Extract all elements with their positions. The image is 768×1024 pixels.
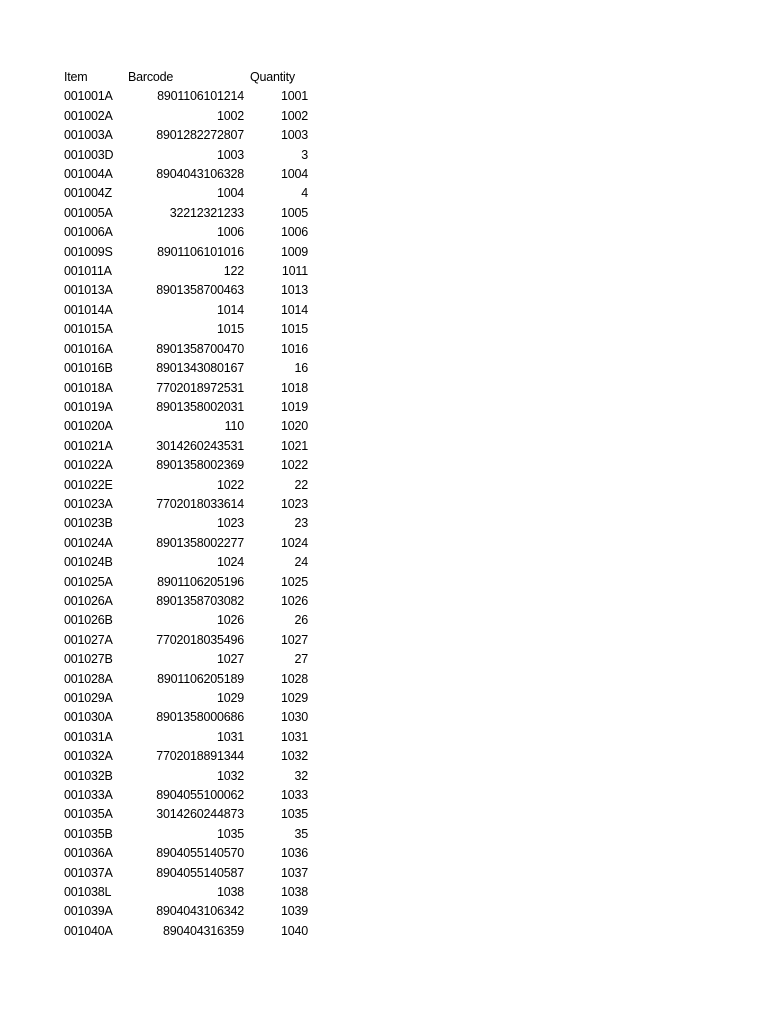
- barcode-cell: 8904055140570: [156, 846, 244, 861]
- item-cell: 001018A: [64, 380, 113, 395]
- quantity-cell: 1027: [280, 632, 308, 647]
- item-cell: 001013A: [64, 283, 113, 298]
- quantity-cell: 1039: [280, 904, 308, 919]
- quantity-cell: 1037: [280, 865, 308, 880]
- quantity-cell: 27: [294, 652, 308, 667]
- table-row: [64, 262, 308, 281]
- item-cell: 001001A: [64, 89, 113, 104]
- quantity-cell: 1033: [280, 788, 308, 803]
- table-row: [64, 456, 308, 475]
- table-row: [64, 223, 308, 242]
- table-row: [64, 708, 308, 727]
- table-row: [64, 281, 308, 300]
- quantity-cell: 1036: [280, 846, 308, 861]
- item-cell: 001022E: [64, 477, 113, 492]
- table-row: [64, 553, 308, 572]
- barcode-cell: 8901106101016: [157, 244, 244, 259]
- barcode-cell: 7702018035496: [156, 632, 244, 647]
- item-cell: 001039A: [64, 904, 113, 919]
- quantity-cell: 1022: [280, 458, 308, 473]
- barcode-cell: 8901106101214: [157, 89, 244, 104]
- quantity-cell: 3: [301, 147, 308, 162]
- barcode-cell: 1024: [216, 555, 244, 570]
- quantity-cell: 1038: [280, 885, 308, 900]
- quantity-cell: 32: [294, 768, 308, 783]
- table-header: [64, 68, 308, 87]
- barcode-cell: 7702018033614: [156, 496, 244, 511]
- quantity-cell: 1032: [280, 749, 308, 764]
- item-cell: 001030A: [64, 710, 113, 725]
- table-row: [64, 902, 308, 921]
- item-cell: 001032B: [64, 768, 113, 783]
- table-row: [64, 514, 308, 533]
- barcode-cell: 1027: [216, 652, 244, 667]
- barcode-cell: 1031: [216, 729, 244, 744]
- table-row: [64, 243, 308, 262]
- quantity-cell: 1015: [280, 322, 308, 337]
- table-row: [64, 359, 308, 378]
- quantity-cell: 4: [301, 186, 308, 201]
- item-cell: 001002A: [64, 108, 113, 123]
- quantity-cell: 1023: [280, 496, 308, 511]
- quantity-cell: 1018: [280, 380, 308, 395]
- quantity-cell: 35: [294, 826, 308, 841]
- column-header-barcode: Barcode: [128, 70, 174, 84]
- barcode-cell: 8901106205189: [157, 671, 244, 686]
- barcode-cell: 1003: [216, 147, 244, 162]
- barcode-cell: 7702018972531: [156, 380, 244, 395]
- quantity-cell: 1019: [280, 399, 308, 414]
- table-row: [64, 184, 308, 203]
- item-cell: 001024A: [64, 535, 113, 550]
- quantity-cell: 1014: [280, 302, 308, 317]
- barcode-cell: 1002: [216, 108, 244, 123]
- quantity-cell: 23: [294, 516, 308, 531]
- item-cell: 001031A: [64, 729, 113, 744]
- barcode-cell: 1023: [216, 516, 244, 531]
- barcode-cell: 8901343080167: [156, 361, 244, 376]
- barcode-cell: 1032: [216, 768, 244, 783]
- item-cell: 001015A: [64, 322, 113, 337]
- inventory-table: [64, 68, 308, 941]
- item-cell: 001005A: [64, 205, 113, 220]
- table-row: [64, 592, 308, 611]
- item-cell: 001028A: [64, 671, 113, 686]
- table-row: [64, 864, 308, 883]
- item-cell: 001020A: [64, 419, 113, 434]
- item-cell: 001029A: [64, 691, 113, 705]
- table-row: [64, 573, 308, 592]
- item-cell: 001016A: [64, 341, 113, 356]
- table-row: [64, 922, 308, 941]
- quantity-cell: 1029: [280, 691, 308, 705]
- item-cell: 001027A: [64, 632, 113, 647]
- item-cell: 001026A: [64, 593, 113, 608]
- quantity-cell: 1020: [280, 419, 308, 434]
- quantity-cell: 1035: [280, 807, 308, 822]
- item-cell: 001004Z: [64, 186, 112, 201]
- table-row: [64, 786, 308, 805]
- quantity-cell: 1004: [280, 167, 308, 182]
- table-row: [64, 631, 308, 650]
- item-cell: 001021A: [64, 438, 113, 453]
- barcode-cell: 8904055100062: [156, 788, 244, 803]
- table-row: [64, 534, 308, 553]
- quantity-cell: 1002: [280, 108, 308, 123]
- barcode-cell: 1035: [216, 826, 244, 841]
- table-row: [64, 670, 308, 689]
- quantity-cell: 26: [294, 613, 308, 628]
- barcode-cell: 110: [224, 419, 244, 434]
- table-row: [64, 650, 308, 669]
- item-cell: 001027B: [64, 652, 113, 667]
- barcode-cell: 8901106205196: [157, 574, 244, 589]
- quantity-cell: 1040: [280, 923, 308, 938]
- item-cell: 001026B: [64, 613, 113, 628]
- item-cell: 001019A: [64, 399, 113, 414]
- quantity-cell: 1005: [280, 205, 308, 220]
- item-cell: 001038L: [64, 885, 112, 900]
- quantity-cell: 1013: [280, 283, 308, 298]
- item-cell: 001011A: [64, 264, 112, 279]
- barcode-cell: 1026: [216, 613, 244, 628]
- table-row: [64, 87, 308, 106]
- table-row: [64, 437, 308, 456]
- quantity-cell: 1024: [280, 535, 308, 550]
- item-cell: 001023B: [64, 516, 113, 531]
- barcode-cell: 8901358002369: [156, 458, 244, 473]
- quantity-cell: 1028: [280, 671, 308, 686]
- item-cell: 001014A: [64, 302, 113, 317]
- quantity-cell: 1031: [280, 729, 308, 744]
- quantity-cell: 1021: [280, 438, 308, 453]
- barcode-cell: 1004: [216, 186, 244, 201]
- barcode-cell: 8901358703082: [156, 593, 244, 608]
- table-row: [64, 379, 308, 398]
- quantity-cell: 16: [294, 361, 308, 376]
- table-row: [64, 747, 308, 766]
- quantity-cell: 24: [294, 555, 308, 570]
- table-body: [64, 87, 308, 941]
- barcode-cell: 8904055140587: [156, 865, 244, 880]
- barcode-cell: 8901358002277: [156, 535, 244, 550]
- quantity-cell: 1003: [280, 128, 308, 143]
- barcode-cell: 8904043106328: [156, 167, 244, 182]
- column-header-item: Item: [64, 70, 88, 84]
- item-cell: 001033A: [64, 788, 113, 803]
- item-cell: 001035A: [64, 807, 113, 822]
- barcode-cell: 1006: [216, 225, 244, 240]
- quantity-cell: 22: [294, 477, 308, 492]
- table-row: [64, 805, 308, 824]
- item-cell: 001037A: [64, 865, 113, 880]
- quantity-cell: 1001: [280, 89, 308, 104]
- barcode-cell: 1022: [216, 477, 244, 492]
- table-row: [64, 204, 308, 223]
- barcode-cell: 8901358700463: [156, 283, 244, 298]
- barcode-cell: 3014260244873: [156, 807, 244, 822]
- item-cell: 001003D: [64, 147, 114, 162]
- table-row: [64, 107, 308, 126]
- table-row: [64, 883, 308, 902]
- barcode-cell: 8901282272807: [156, 128, 244, 143]
- table-row: [64, 825, 308, 844]
- barcode-cell: 1014: [216, 302, 244, 317]
- barcode-cell: 122: [223, 264, 244, 279]
- table-row: [64, 728, 308, 747]
- quantity-cell: 1011: [281, 264, 308, 279]
- barcode-cell: 1015: [216, 322, 244, 337]
- column-header-quantity: Quantity: [250, 70, 295, 84]
- item-cell: 001023A: [64, 496, 113, 511]
- header-row: [64, 68, 308, 87]
- table-row: [64, 689, 308, 708]
- table-row: [64, 844, 308, 863]
- item-cell: 001003A: [64, 128, 113, 143]
- barcode-cell: 890404316359: [162, 923, 244, 938]
- table-row: [64, 126, 308, 145]
- table-row: [64, 398, 308, 417]
- barcode-cell: 8901358002031: [156, 399, 244, 414]
- item-cell: 001040A: [64, 923, 113, 938]
- quantity-cell: 1025: [280, 574, 308, 589]
- table-row: [64, 340, 308, 359]
- item-cell: 001036A: [64, 846, 113, 861]
- quantity-cell: 1026: [280, 593, 308, 608]
- table-row: [64, 320, 308, 339]
- table-row: [64, 476, 308, 495]
- table-row: [64, 417, 308, 436]
- table-row: [64, 165, 308, 184]
- item-cell: 001035B: [64, 826, 113, 841]
- barcode-cell: 3014260243531: [156, 438, 244, 453]
- table-row: [64, 301, 308, 320]
- table-row: [64, 495, 308, 514]
- item-cell: 001004A: [64, 167, 113, 182]
- item-cell: 001016B: [64, 361, 113, 376]
- table-row: [64, 767, 308, 786]
- item-cell: 001022A: [64, 458, 113, 473]
- quantity-cell: 1009: [280, 244, 308, 259]
- item-cell: 001025A: [64, 574, 113, 589]
- item-cell: 001009S: [64, 244, 113, 259]
- barcode-cell: 1029: [216, 691, 244, 705]
- inventory-sheet: [64, 68, 314, 941]
- barcode-cell: 8901358000686: [156, 710, 244, 725]
- quantity-cell: 1016: [280, 341, 308, 356]
- barcode-cell: 8904043106342: [156, 904, 244, 919]
- barcode-cell: 8901358700470: [156, 341, 244, 356]
- barcode-cell: 7702018891344: [156, 749, 244, 764]
- table-row: [64, 146, 308, 165]
- item-cell: 001024B: [64, 555, 113, 570]
- quantity-cell: 1006: [280, 225, 308, 240]
- table-row: [64, 611, 308, 630]
- barcode-cell: 1038: [216, 885, 244, 900]
- item-cell: 001006A: [64, 225, 113, 240]
- quantity-cell: 1030: [280, 710, 308, 725]
- item-cell: 001032A: [64, 749, 113, 764]
- barcode-cell: 32212321233: [169, 205, 244, 220]
